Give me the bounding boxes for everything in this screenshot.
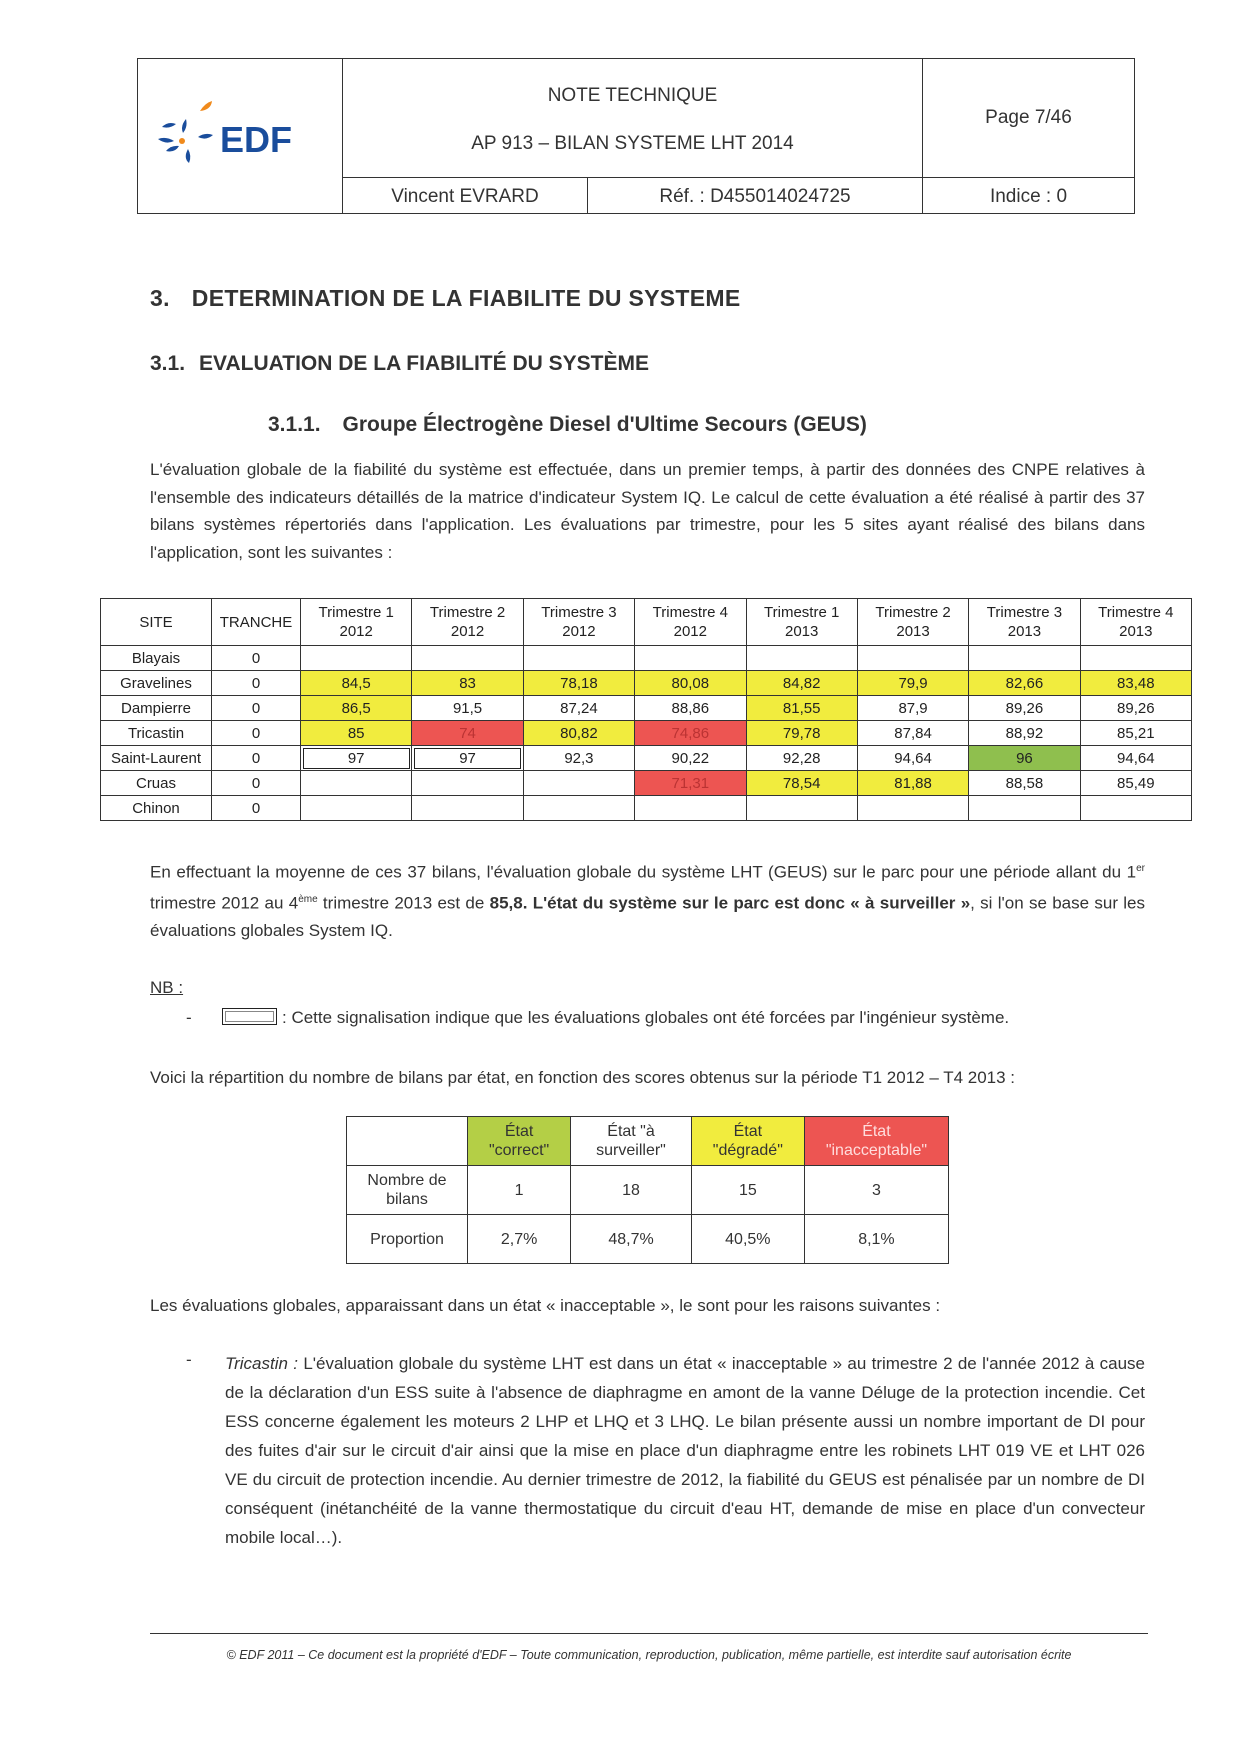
tranche-cell: 0: [212, 721, 301, 746]
doc-title: AP 913 – BILAN SYSTEME LHT 2014: [471, 133, 794, 154]
site-cell: Chinon: [101, 796, 212, 821]
score-cell: 94,64: [857, 746, 968, 771]
column-header: Trimestre 4 2012: [635, 599, 746, 646]
column-header: TRANCHE: [212, 599, 301, 646]
column-header: Trimestre 2 2013: [857, 599, 968, 646]
score-cell: 97: [412, 746, 523, 771]
score-cell: 79,78: [746, 721, 857, 746]
score-cell: 87,9: [857, 696, 968, 721]
tranche-cell: 0: [212, 696, 301, 721]
site-cell: Saint-Laurent: [101, 746, 212, 771]
score-cell: 92,3: [523, 746, 634, 771]
column-header: Trimestre 1 2013: [746, 599, 857, 646]
count-cell: 18: [571, 1166, 692, 1215]
site-cell: Gravelines: [101, 671, 212, 696]
state-header: État "inacceptable": [804, 1117, 948, 1166]
score-cell: 74,86: [635, 721, 746, 746]
svg-text:EDF: EDF: [220, 119, 292, 160]
score-cell: 87,24: [523, 696, 634, 721]
table-row: [101, 796, 1192, 821]
count-cell: 40,5%: [691, 1215, 804, 1264]
score-cell: [412, 646, 523, 671]
score-cell: [301, 771, 412, 796]
score-cell: [746, 796, 857, 821]
site-cell: Tricastin: [101, 721, 212, 746]
subsection-heading: 3.1. EVALUATION DE LA FIABILITÉ DU SYSTÈME: [150, 352, 649, 375]
column-header: Trimestre 4 2013: [1080, 599, 1191, 646]
site-cell: Cruas: [101, 771, 212, 796]
result-paragraph: En effectuant la moyenne de ces 37 bilans, l'évaluation globale du système LHT (GEUS) sur le parc pour une période allant du 1er trimestre 2012 au 4ème trimestre 2013 est de 85,8. L'état du système sur le parc est donc « à surveiller », si l'on se base sur les évaluations globales System IQ.: [150, 862, 1146, 941]
table-row: [101, 746, 1192, 771]
quarterly-evaluation-table: [100, 598, 1192, 821]
column-header: Trimestre 3 2013: [969, 599, 1080, 646]
table-row: [101, 696, 1192, 721]
score-cell: 80,82: [523, 721, 634, 746]
section-heading: 3. DETERMINATION DE LA FIABILITE DU SYSTEME: [150, 285, 741, 311]
tranche-cell: 0: [212, 671, 301, 696]
score-cell: 88,92: [969, 721, 1080, 746]
score-cell: [969, 796, 1080, 821]
score-cell: 96: [969, 746, 1080, 771]
score-cell: 89,26: [1080, 696, 1191, 721]
repartition-intro: Voici la répartition du nombre de bilans par état, en fonction des scores obtenus sur la période T1 2012 – T4 2013 :: [150, 1068, 1016, 1087]
row-label: Nombre de bilans: [347, 1166, 468, 1215]
tranche-cell: 0: [212, 796, 301, 821]
table-row: [347, 1166, 949, 1215]
state-header: État "correct": [468, 1117, 571, 1166]
intro-paragraph: L'évaluation globale de la fiabilité du système est effectuée, dans un premier temps, à partir des données des CNPE relatives à l'ensemble des indicateurs détaillés de la matrice d'indicateur System IQ. Le calcul de cette évaluation a été réalisé à partir des 37 bilans systèmes répertoriés dans l'application. Les évaluations par trimestre, pour les 5 sites ayant réalisé des bilans dans l'application, sont les suivantes :: [150, 460, 1145, 562]
score-cell: 87,84: [857, 721, 968, 746]
score-cell: 83: [412, 671, 523, 696]
reason-tricastin: Tricastin : L'évaluation globale du système LHT est dans un état « inacceptable » au trimestre 2 de l'année 2012 à cause de la déclaration d'un ESS suite à l'absence de diaphragme en amont de la vanne Déluge de la protection incendie. Cet ESS concerne également les moteurs 2 LHP et LHQ et 3 LHQ. Le bilan présente aussi un nombre important de DI pour des fuites d'air sur le circuit d'air ainsi que la mise en place d'un diaphragme entre les robinets LHT 019 VE et LHT 026 VE du circuit de protection incendie. Au dernier trimestre de 2012, la fiabilité du GEUS est pénalisée par un nombre de DI conséquent (inétanchéité de la vanne thermostatique du circuit d'eau HT, demande de mise en place d'un convecteur mobile local…).: [225, 1354, 1145, 1547]
reasons-intro: Les évaluations globales, apparaissant dans un état « inacceptable », le sont pour les raisons suivantes :: [150, 1296, 941, 1315]
score-cell: [635, 646, 746, 671]
score-cell: [412, 796, 523, 821]
score-cell: 85,49: [1080, 771, 1191, 796]
score-cell: 84,5: [301, 671, 412, 696]
count-cell: 1: [468, 1166, 571, 1215]
score-cell: 79,9: [857, 671, 968, 696]
nb-dash: -: [186, 1008, 192, 1027]
table-row: [101, 646, 1192, 671]
score-cell: 88,86: [635, 696, 746, 721]
column-header: Trimestre 1 2012: [301, 599, 412, 646]
score-cell: 85,21: [1080, 721, 1191, 746]
score-cell: 81,55: [746, 696, 857, 721]
state-header: État "dégradé": [691, 1117, 804, 1166]
table-row: [101, 771, 1192, 796]
column-header: Trimestre 2 2012: [412, 599, 523, 646]
score-cell: 88,58: [969, 771, 1080, 796]
table-row: [101, 721, 1192, 746]
footer-copyright: © EDF 2011 – Ce document est la propriété d'EDF – Toute communication, reproduction, publication, même partielle, est interdite sauf autorisation écrite: [226, 1648, 1072, 1662]
score-cell: [523, 796, 634, 821]
author: Vincent EVRARD: [391, 186, 539, 207]
score-cell: [301, 796, 412, 821]
doc-type: NOTE TECHNIQUE: [547, 85, 718, 106]
document-header: [137, 58, 1135, 214]
score-cell: 78,18: [523, 671, 634, 696]
count-cell: 8,1%: [804, 1215, 948, 1264]
score-cell: 85: [301, 721, 412, 746]
forced-evaluation-swatch: [222, 1008, 277, 1025]
reason-dash: -: [186, 1350, 192, 1369]
score-cell: [1080, 796, 1191, 821]
count-cell: 3: [804, 1166, 948, 1215]
score-cell: 92,28: [746, 746, 857, 771]
edf-logo: [148, 89, 318, 179]
score-cell: 90,22: [635, 746, 746, 771]
table-row: [101, 671, 1192, 696]
site-cell: Dampierre: [101, 696, 212, 721]
row-label: Proportion: [347, 1215, 468, 1264]
score-cell: [857, 796, 968, 821]
score-cell: [301, 646, 412, 671]
score-cell: [523, 646, 634, 671]
nb-text: : Cette signalisation indique que les évaluations globales ont été forcées par l'ingénieur système.: [282, 1008, 1010, 1027]
score-cell: 81,88: [857, 771, 968, 796]
score-cell: [1080, 646, 1191, 671]
score-cell: [746, 646, 857, 671]
table-row: [347, 1215, 949, 1264]
column-header: Trimestre 3 2012: [523, 599, 634, 646]
score-cell: [523, 771, 634, 796]
score-cell: [412, 771, 523, 796]
score-cell: 78,54: [746, 771, 857, 796]
score-cell: [857, 646, 968, 671]
score-cell: 82,66: [969, 671, 1080, 696]
score-cell: 91,5: [412, 696, 523, 721]
score-cell: 97: [301, 746, 412, 771]
count-cell: 2,7%: [468, 1215, 571, 1264]
count-cell: 48,7%: [571, 1215, 692, 1264]
tranche-cell: 0: [212, 646, 301, 671]
page-number: Page 7/46: [985, 107, 1072, 128]
reference: Réf. : D455014024725: [659, 186, 851, 207]
score-cell: 89,26: [969, 696, 1080, 721]
score-cell: 84,82: [746, 671, 857, 696]
score-cell: 83,48: [1080, 671, 1191, 696]
column-header: SITE: [101, 599, 212, 646]
subsubsection-heading: 3.1.1. Groupe Électrogène Diesel d'Ultime Secours (GEUS): [268, 413, 867, 436]
tranche-cell: 0: [212, 746, 301, 771]
tranche-cell: 0: [212, 771, 301, 796]
footer-divider: [150, 1633, 1148, 1634]
site-cell: Blayais: [101, 646, 212, 671]
score-cell: [635, 796, 746, 821]
score-cell: 71,31: [635, 771, 746, 796]
score-cell: [969, 646, 1080, 671]
repartition-table: [346, 1116, 949, 1264]
nb-label: NB :: [150, 978, 184, 997]
count-cell: 15: [691, 1166, 804, 1215]
score-cell: 74: [412, 721, 523, 746]
index: Indice : 0: [989, 186, 1068, 207]
state-header: État "à surveiller": [571, 1117, 692, 1166]
score-cell: 80,08: [635, 671, 746, 696]
score-cell: 86,5: [301, 696, 412, 721]
score-cell: 94,64: [1080, 746, 1191, 771]
